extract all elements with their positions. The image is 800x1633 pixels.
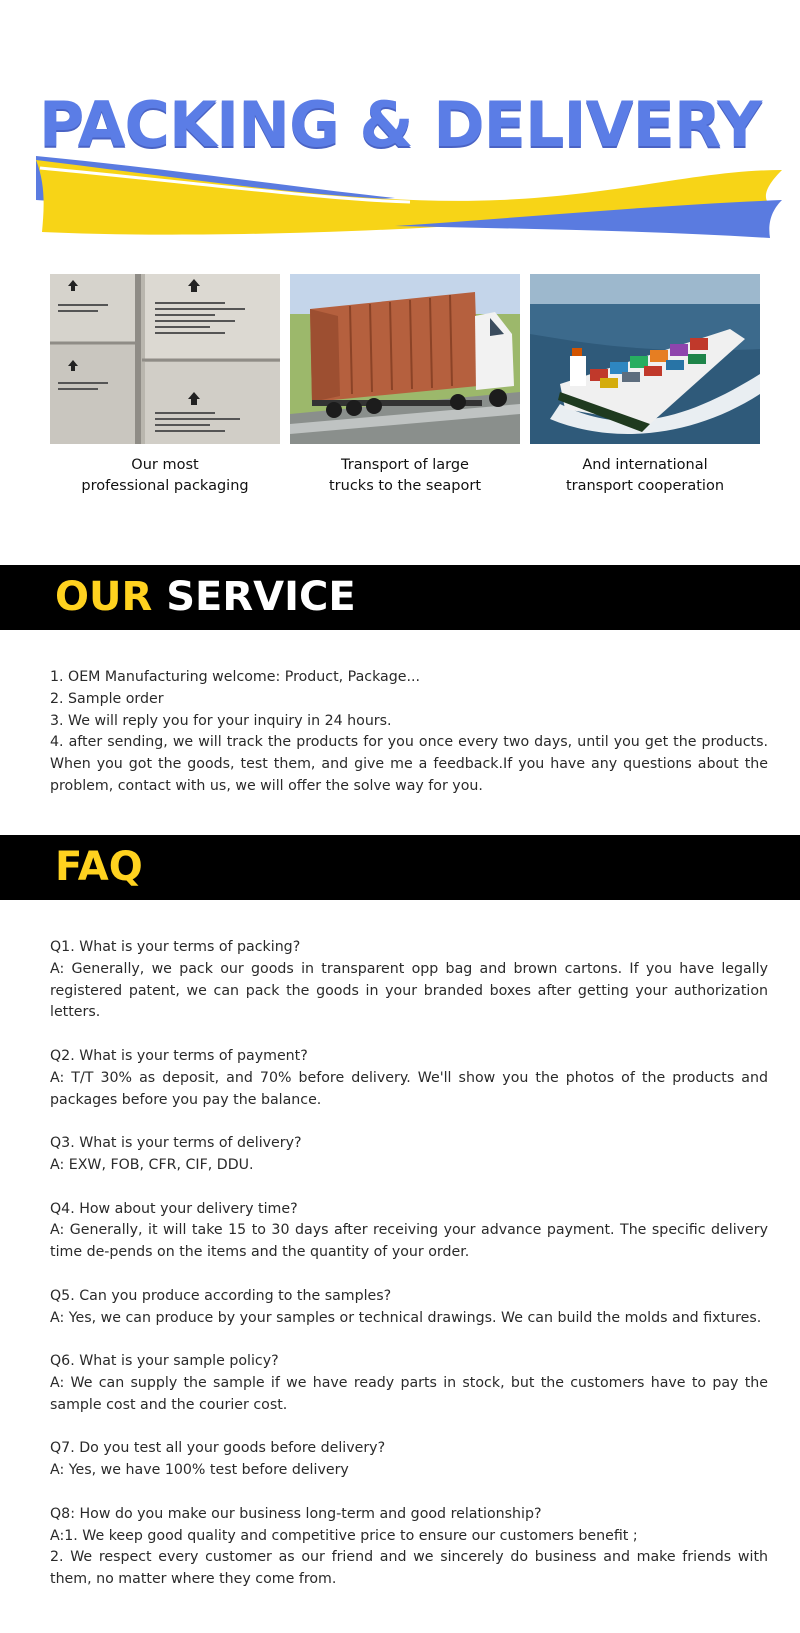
faq-answer: A: EXW, FOB, CFR, CIF, DDU. (50, 1156, 254, 1173)
faq-item (50, 1504, 768, 1591)
faq-item (50, 1286, 768, 1330)
faq-question: Q4. How about your delivery time? (50, 1200, 298, 1217)
faq-question: Q2. What is your terms of payment? (50, 1047, 308, 1064)
faq-item (50, 1046, 768, 1111)
faq-question: Q3. What is your terms of delivery? (50, 1135, 302, 1152)
faq-answer: A: Yes, we have 100% test before delivery (50, 1462, 349, 1479)
service-heading-band (0, 565, 800, 630)
photo-caption: Our most professional packaging (81, 457, 249, 494)
faq-item (50, 1438, 768, 1482)
container-truck-image (290, 274, 520, 444)
faq-answer: A: Yes, we can produce by your samples or technical drawings. We can build the molds and fixtures. (50, 1309, 762, 1326)
list-item: 3. We will reply you for your inquiry in 24 hours. (50, 712, 392, 729)
list-item: 1. OEM Manufacturing welcome: Product, Package... (50, 669, 420, 685)
faq-answer: A: Generally, we pack our goods in transparent opp bag and brown cartons. If you have legally registered patent, we can pack the goods in your branded boxes after getting your authorization letters. (50, 960, 768, 1021)
faq-item (50, 1199, 768, 1264)
faq-question: Q5. Can you produce according to the samples? (50, 1287, 392, 1304)
faq-question: Q1. What is your terms of packing? (50, 939, 301, 955)
faq-answer: 2. We respect every customer as our friend and we sincerely do business and make friends with them, no matter where they come from. (50, 1549, 768, 1588)
service-heading: OUR SERVICE (55, 574, 356, 620)
photo-caption: And international transport cooperation (565, 457, 725, 494)
faq-heading: FAQ (55, 844, 143, 890)
faq-item (50, 937, 768, 1024)
hero-banner (0, 0, 800, 250)
list-item: 2. Sample order (50, 690, 164, 707)
faq-answer: A: Generally, it will take 15 to 30 days after receiving your advance payment. The specific delivery time de-pends on the items and the quantity of your order. (50, 1222, 768, 1261)
faq-answer: A:1. We keep good quality and competitive price to ensure our customers benefit ; (50, 1527, 638, 1544)
photo-caption: Transport of large trucks to the seaport (328, 457, 482, 494)
faq-list (50, 937, 768, 1613)
delivery-photos (50, 274, 760, 444)
faq-answer: A: We can supply the sample if we have ready parts in stock, but the customers have to pay the sample cost and the courier cost. (50, 1374, 768, 1413)
carton-boxes-image (50, 274, 280, 444)
list-item: 4. after sending, we will track the products for you once every two days, until you get the products. When you got the goods, test them, and give me a feedback.If you have any questions about the problem, contact with us, we will offer the solve way for you. (50, 734, 768, 794)
faq-question: Q7. Do you test all your goods before delivery? (50, 1440, 386, 1457)
faq-question: Q6. What is your sample policy? (50, 1353, 279, 1370)
faq-item (50, 1133, 768, 1177)
faq-answer: A: T/T 30% as deposit, and 70% before delivery. We'll show you the photos of the products and packages before you pay the balance. (50, 1069, 768, 1108)
service-list (50, 667, 768, 798)
faq-item (50, 1351, 768, 1416)
container-ship-image (530, 274, 760, 444)
faq-heading-band (0, 835, 800, 900)
page-title: PACKING & DELIVERY (38, 88, 762, 161)
faq-question: Q8: How do you make our business long-term and good relationship? (50, 1505, 542, 1522)
